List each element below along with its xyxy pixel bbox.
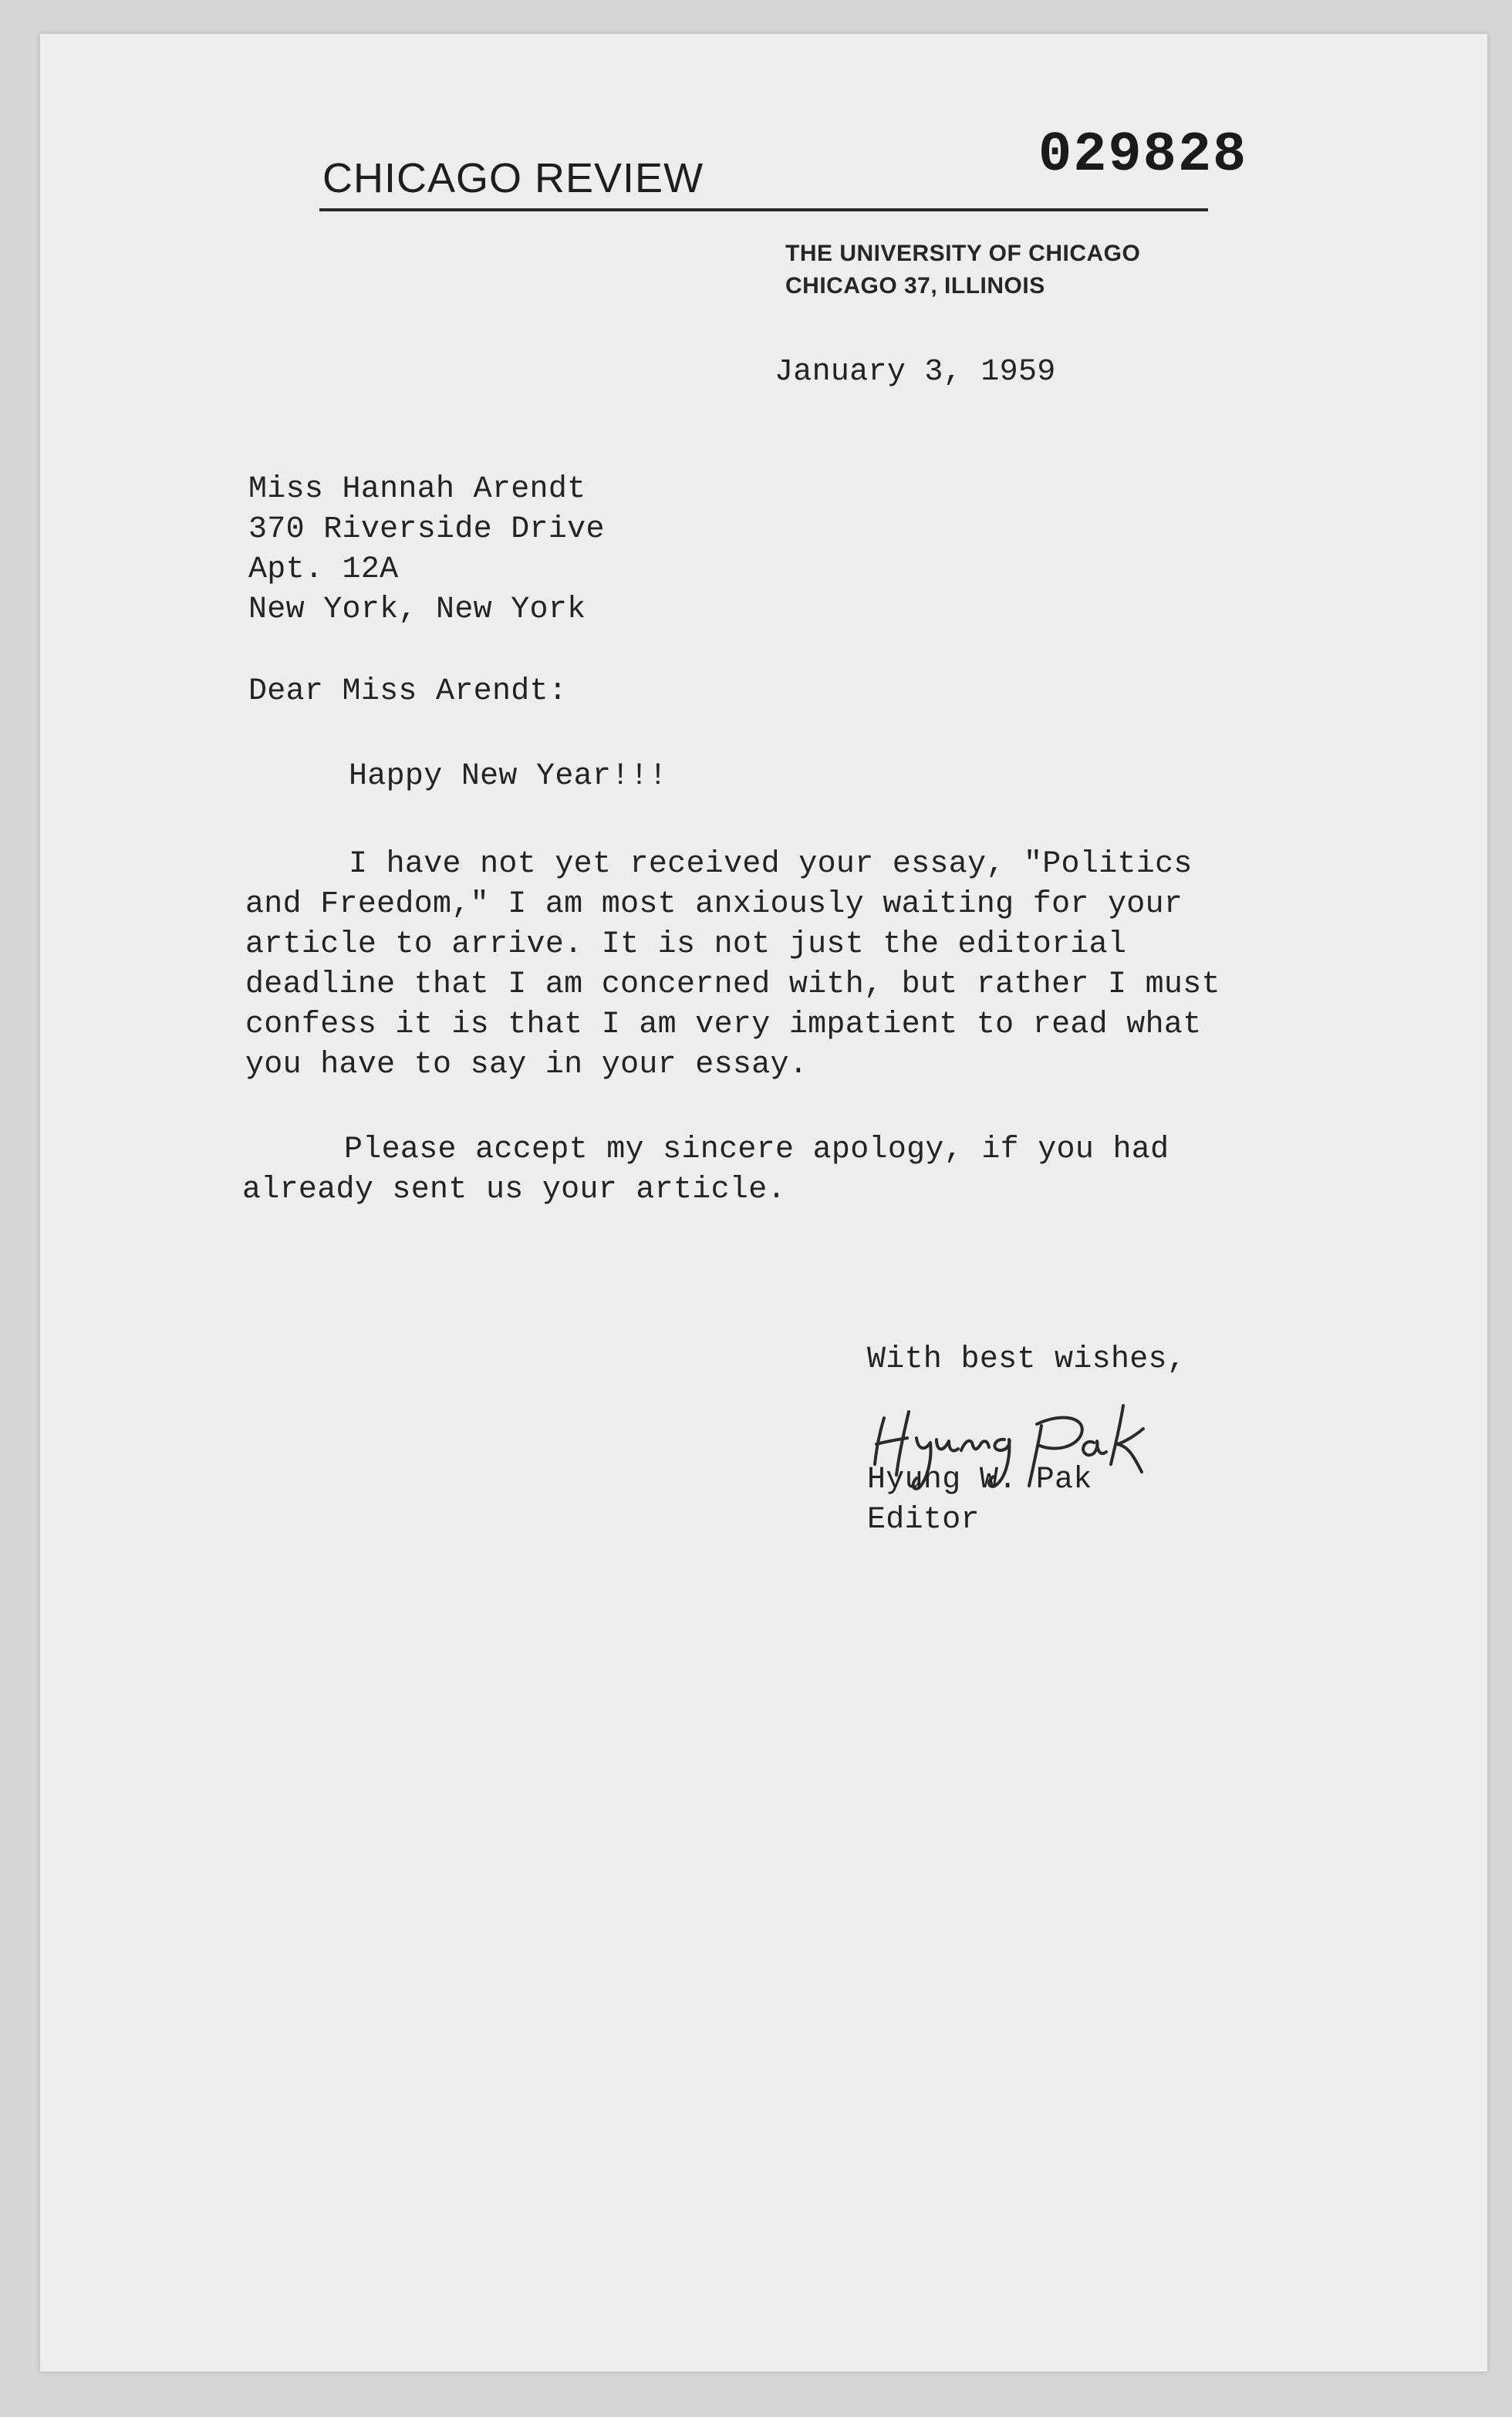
recipient-name: Miss Hannah Arendt [248,472,586,507]
paragraph-2-line: already sent us your article. [242,1173,786,1207]
paragraph-1-line: deadline that I am concerned with, but rather I must [245,967,1220,1002]
greeting-line: Happy New Year!!! [349,759,668,794]
signer-title: Editor [867,1503,980,1538]
paragraph-1-line: article to arrive. It is not just the editorial [245,927,1127,962]
letterhead-address-line-2: CHICAGO 37, ILLINOIS [785,273,1045,299]
recipient-apartment: Apt. 12A [248,552,399,587]
paragraph-1-line: confess it is that I am very impatient to read what [245,1008,1202,1042]
letterhead-title: CHICAGO REVIEW [322,155,704,201]
recipient-street: 370 Riverside Drive [248,512,605,547]
paragraph-2-line: Please accept my sincere apology, if you had [344,1133,1169,1167]
salutation: Dear Miss Arendt: [248,674,568,709]
paragraph-1-line: and Freedom," I am most anxiously waiting for your [245,887,1183,922]
recipient-city: New York, New York [248,592,586,627]
letterhead-address-line-1: THE UNIVERSITY OF CHICAGO [785,241,1141,266]
signer-typed-name: Hyung W. Pak [867,1463,1092,1497]
document-number: 029828 [1038,123,1248,187]
paragraph-1-line: you have to say in your essay. [245,1048,808,1082]
letter-date: January 3, 1959 [775,355,1056,390]
letterhead-rule [319,208,1208,211]
complimentary-close: With best wishes, [867,1342,1186,1377]
paragraph-1-line: I have not yet received your essay, "Politics [349,847,1193,882]
